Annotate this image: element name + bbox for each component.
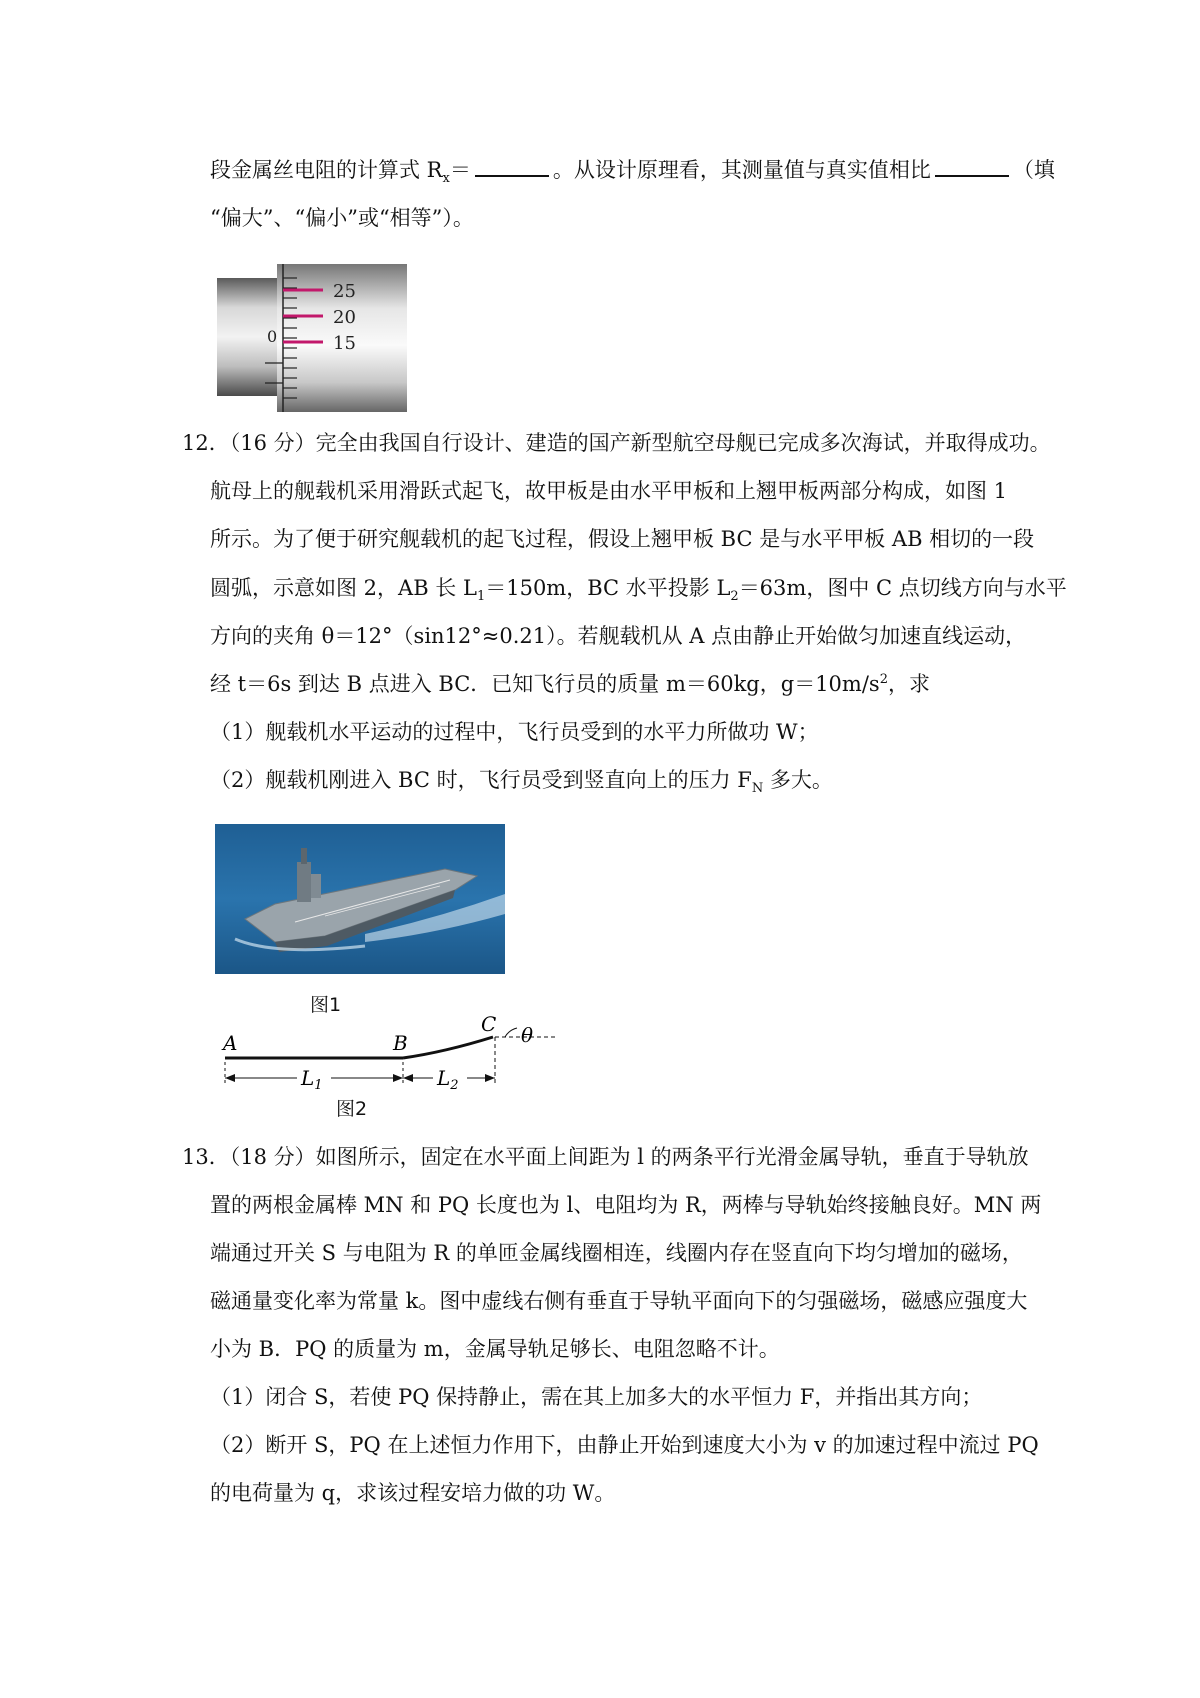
figure-2-caption: 图2 [336,1098,368,1120]
point-c-label: C [481,1012,497,1036]
q13-line-3: 端通过开关 S 与电阻为 R 的单匝金属线圈相连，线圈内存在竖直向下均匀增加的磁场， [210,1241,1023,1265]
prev-line-1: 段金属丝电阻的计算式 $R_x=$ 。从设计原理看，其测量值与真实值相比 （填 [210,158,1055,187]
q12-line-1: 12．（16 分）完全由我国自行设计、建造的国产新型航空母舰已完成多次海试，并取得成功。 [182,431,1051,455]
point-b-label: B [393,1031,408,1055]
prev-line-2: “偏大”、“偏小”或“相等”）。 [210,206,474,230]
q13-line-4: 磁通量变化率为常量 k。图中虚线右侧有垂直于导轨平面向下的匀强磁场，磁感应强度大 [210,1289,1028,1313]
figure-1-caption: 图1 [310,994,342,1016]
q13-line-5: 小为 B．PQ 的质量为 m，金属导轨足够长、电阻忽略不计。 [210,1337,780,1361]
l1-label: $L_1$ [301,1066,323,1093]
curved-deck-bc [403,1037,493,1058]
q12-line-6: 经 t＝6s 到达 B 点进入 BC．已知飞行员的质量 m＝60kg，$g=10m/s^2$，求 [210,672,930,696]
q13-line-1: 13．（18 分）如图所示，固定在水平面上间距为 l 的两条平行光滑金属导轨，垂直于导轨放 [182,1145,1029,1169]
answer-blank [935,157,1009,177]
q13-subquestion-2: （2）断开 S，PQ 在上述恒力作用下，由静止开始到速度大小为 v 的加速过程中流过 PQ [210,1433,1039,1457]
q12-subquestion-1: （1）舰载机水平运动的过程中，飞行员受到的水平力所做功 W； [210,720,819,744]
q13-subquestion-1: （1）闭合 S，若使 PQ 保持静止，需在其上加多大的水平恒力 F，并指出其方向； [210,1385,983,1409]
theta-label: θ [521,1023,534,1047]
sleeve-zero-label: 0 [267,327,278,346]
q12-subquestion-2: （2）舰载机刚进入 BC 时，飞行员受到竖直向上的压力 $F_N$ 多大。 [210,768,833,797]
tick-label-20: 20 [333,307,356,328]
q13-subquestion-3: 的电荷量为 q，求该过程安培力做的功 W。 [210,1481,616,1505]
l2-label: $L_2$ [437,1066,459,1093]
q12-line-2: 航母上的舰载机采用滑跃式起飞，故甲板是由水平甲板和上翘甲板两部分构成，如图 1 [210,479,1008,503]
aircraft-carrier-photo [215,824,505,974]
q12-line-5: 方向的夹角 θ＝12°（sin12°≈0.21）。若舰载机从 A 点由静止开始做匀加速直线运动， [210,624,1027,648]
deck-diagram [205,1012,565,1102]
tick-label-15: 15 [333,333,356,354]
tick-label-25: 25 [333,281,356,302]
answer-blank [475,157,549,177]
q13-line-2: 置的两根金属棒 MN 和 PQ 长度也为 l、电阻均为 R，两棒与导轨始终接触良好。MN 两 [210,1193,1042,1217]
q12-line-3: 所示。为了便于研究舰载机的起飞过程，假设上翘甲板 BC 是与水平甲板 AB 相切的一段 [210,527,1035,551]
q12-line-4: 圆弧，示意如图 2，AB 长 $L_1=150m$，BC 水平投影 $L_2=63m$，图中 C 点切线方向与水平 [210,576,1067,605]
micrometer-figure [215,258,410,418]
point-a-label: A [223,1031,238,1055]
